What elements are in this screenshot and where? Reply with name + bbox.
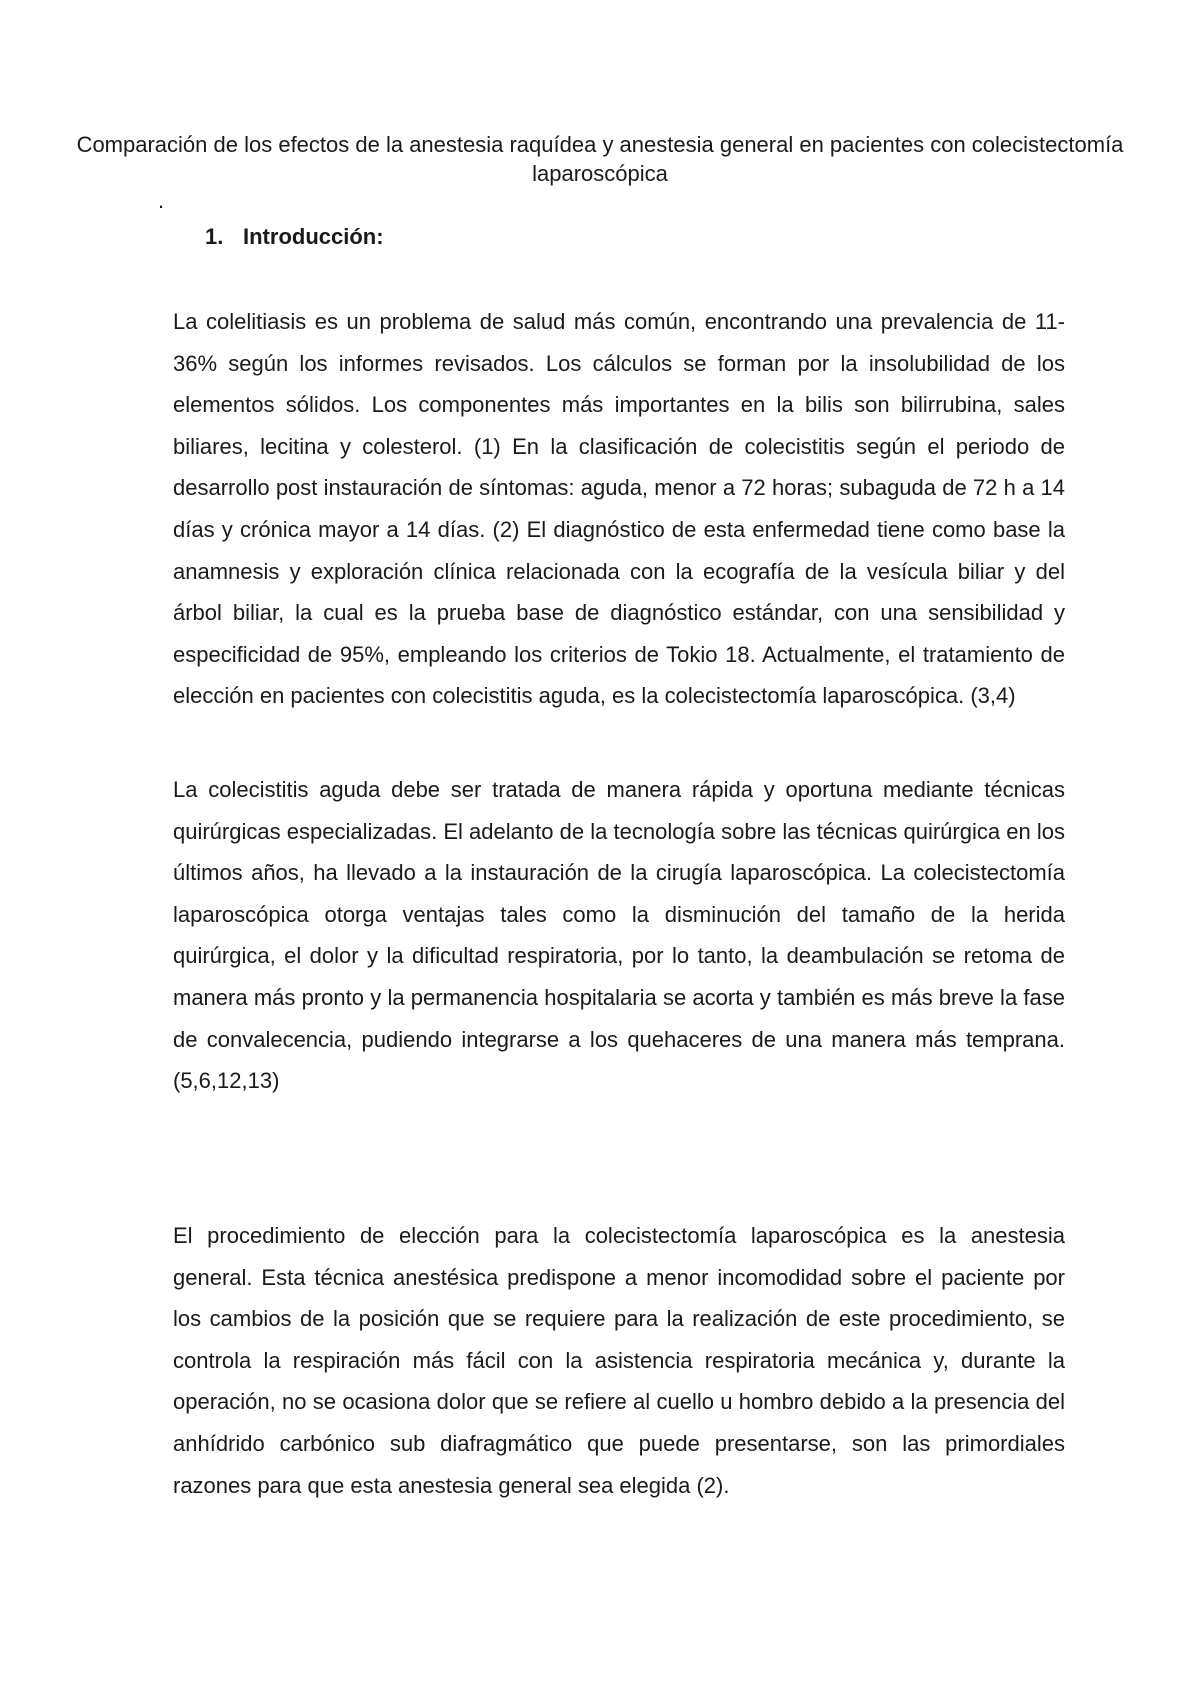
document-title: Comparación de los efectos de la anestesia raquídea y anestesia general en pacientes con colecistectomía laparoscópica (76, 132, 1124, 186)
paragraph-colecistitis-aguda: La colecistitis aguda debe ser tratada de manera rápida y oportuna mediante técnicas quirúrgicas especializadas. El adelanto de la tecnología sobre las técnicas quirúrgica en los últimos años, ha llevado a la instauración de la cirugía laparoscópica. La colecistectomía laparoscópica otorga ventajas tales como la disminución del tamaño de la herida quirúrgica, el dolor y la dificultad respiratoria, por lo tanto, la deambulación se retoma de manera más pronto y la permanencia hospitalaria se acorta y también es más breve la fase de convalecencia, pudiendo integrarse a los quehaceres de una manera más temprana. (5,6,12,13) (173, 777, 1065, 1094)
paragraph-intro-colelitiasis: La colelitiasis es un problema de salud más común, encontrando una prevalencia de 11-36% según los informes revisados. Los cálculos se forman por la insolubilidad de los elementos sólidos. Los componentes más importantes en la bilis son bilirrubina, sales biliares, lecitina y colesterol. (1) En la clasificación de colecistitis según el periodo de desarrollo post instauración de síntomas: aguda, menor a 72 horas; subaguda de 72 h a 14 días y crónica mayor a 14 días. (2) El diagnóstico de esta enfermedad tiene como base la anamnesis y exploración clínica relacionada con la ecografía de la vesícula biliar y del árbol biliar, la cual es la prueba base de diagnóstico estándar, con una sensibilidad y especificidad de 95%, empleando los criterios de Tokio 18. Actualmente, el tratamiento de elección en pacientes con colecistitis aguda, es la colecistectomía laparoscópica. (3,4) (173, 309, 1065, 709)
section-number: 1. (205, 224, 224, 249)
paragraph-anestesia-general: El procedimiento de elección para la colecistectomía laparoscópica es la anestesia general. Esta técnica anestésica predispone a menor incomodidad sobre el paciente por los cambios de la posición que se requiere para la realización de este procedimiento, se controla la respiración más fácil con la asistencia respiratoria mecánica y, durante la operación, no se ocasiona dolor que se refiere al cuello u hombro debido a la presencia del anhídrido carbónico sub diafragmático que puede presentarse, son las primordiales razones para que esta anestesia general sea elegida (2). (173, 1223, 1065, 1498)
section-heading-text: Introducción: (243, 224, 384, 249)
stray-mark: . (158, 188, 165, 213)
section-heading (205, 222, 384, 252)
